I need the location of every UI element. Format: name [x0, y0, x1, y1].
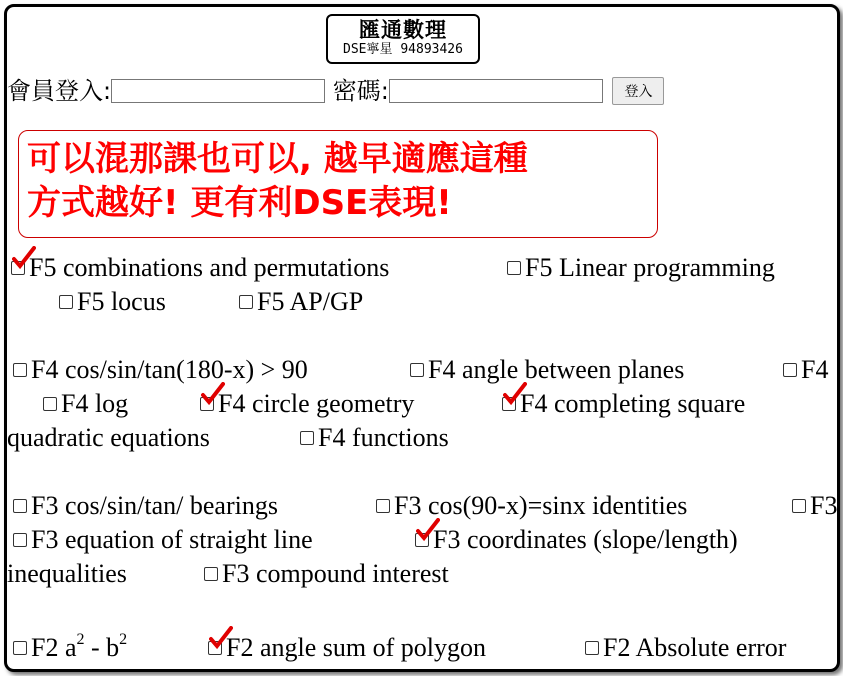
checkbox[interactable]	[43, 397, 57, 411]
checkbox[interactable]	[239, 295, 253, 309]
checkbox[interactable]	[783, 363, 797, 377]
password-input[interactable]	[389, 79, 603, 103]
member-login-input[interactable]	[111, 79, 325, 103]
checkbox[interactable]	[792, 499, 806, 513]
checkbox[interactable]	[13, 533, 27, 547]
check-icon	[201, 382, 225, 406]
checkbox[interactable]	[11, 261, 25, 275]
exponent: 2	[76, 631, 85, 649]
topic-label: F5 combinations and permutations	[29, 253, 390, 282]
topic-f4-circle[interactable]	[200, 387, 414, 421]
topic-label: F4	[801, 355, 829, 384]
topic-label: F2 angle sum of polygon	[226, 633, 486, 662]
topic-label: F5 AP/GP	[257, 287, 364, 316]
topic-label: F3 compound interest	[222, 559, 449, 588]
topic-f5-linear[interactable]	[507, 251, 775, 285]
topic-f5-combinations[interactable]	[11, 251, 389, 285]
check-icon	[209, 626, 233, 650]
topic-f5-apgp[interactable]	[239, 285, 363, 319]
checkbox[interactable]	[585, 641, 599, 655]
checkbox[interactable]	[13, 499, 27, 513]
checkbox[interactable]	[410, 363, 424, 377]
topic-label: F5 locus	[77, 287, 166, 316]
topic-label: F3 cos/sin/tan/ bearings	[31, 491, 278, 520]
topic-f2-polygon[interactable]	[208, 631, 486, 665]
checkbox[interactable]	[300, 431, 314, 445]
topic-label: F2 Absolute error	[603, 633, 787, 662]
checkbox[interactable]	[13, 641, 27, 655]
checkbox[interactable]	[59, 295, 73, 309]
logo-title: 匯通數理	[359, 18, 447, 42]
topic-label: F3 cos(90-x)=sinx identities	[394, 491, 688, 520]
topic-f4-cossin[interactable]	[13, 353, 308, 387]
topic-label: inequalities	[7, 559, 127, 588]
topic-f4-planes[interactable]	[410, 353, 684, 387]
topic-f4-quadratic[interactable]	[7, 421, 210, 455]
checkbox[interactable]	[507, 261, 521, 275]
check-icon	[12, 246, 36, 270]
topic-f3-inequalities[interactable]	[7, 557, 127, 591]
topic-f2-a2b2[interactable]	[13, 631, 127, 665]
check-icon	[503, 382, 527, 406]
topic-label: F3 coordinates (slope/length)	[433, 525, 738, 554]
topic-f3-coordinates[interactable]	[415, 523, 738, 557]
topic-f4-functions[interactable]	[300, 421, 449, 455]
checkbox[interactable]	[376, 499, 390, 513]
topic-label: F4 circle geometry	[218, 389, 415, 418]
topic-f3-bearings[interactable]	[13, 489, 278, 523]
checkbox[interactable]	[415, 533, 429, 547]
topic-f2-error[interactable]	[585, 631, 786, 665]
member-login-label: 會員登入:	[7, 77, 112, 105]
checkbox[interactable]	[502, 397, 516, 411]
page-frame	[4, 4, 840, 672]
notice-banner	[18, 130, 658, 238]
topic-f3-compound[interactable]	[204, 557, 449, 591]
notice-line-2: 方式越好! 更有利DSE表現!	[27, 183, 452, 223]
topic-label: F4 functions	[318, 423, 449, 452]
login-bar	[7, 75, 664, 106]
topic-f4-log[interactable]	[43, 387, 128, 421]
topic-label: F3 equation of straight line	[31, 525, 313, 554]
topic-label: F5 Linear programming	[525, 253, 775, 282]
topic-label: F2 a	[31, 633, 77, 662]
logo	[326, 14, 480, 64]
password-label: 密碼:	[332, 77, 389, 105]
topic-label: F4 log	[61, 389, 129, 418]
topic-label: F4 completing square	[520, 389, 746, 418]
checkbox[interactable]	[13, 363, 27, 377]
topic-f3-line[interactable]	[13, 523, 313, 557]
checkbox[interactable]	[208, 641, 222, 655]
topic-f4-cut[interactable]	[783, 353, 828, 387]
topic-label: F3	[810, 491, 838, 520]
exponent: 2	[119, 631, 128, 649]
checkbox[interactable]	[204, 567, 218, 581]
topic-label: quadratic equations	[7, 423, 210, 452]
logo-subtitle: DSE寧星 94893426	[343, 42, 463, 57]
topic-f3-cut[interactable]	[792, 489, 837, 523]
topic-label-part: - b	[84, 633, 120, 662]
topic-label: F4 angle between planes	[428, 355, 685, 384]
login-button[interactable]: 登入	[612, 77, 664, 105]
checkbox[interactable]	[200, 397, 214, 411]
topic-f4-completing[interactable]	[502, 387, 745, 421]
topic-label: F4 cos/sin/tan(180-x) > 90	[31, 355, 308, 384]
check-icon	[416, 518, 440, 542]
notice-line-1: 可以混那課也可以, 越早適應這種	[27, 139, 528, 179]
topic-f5-locus[interactable]	[59, 285, 166, 319]
